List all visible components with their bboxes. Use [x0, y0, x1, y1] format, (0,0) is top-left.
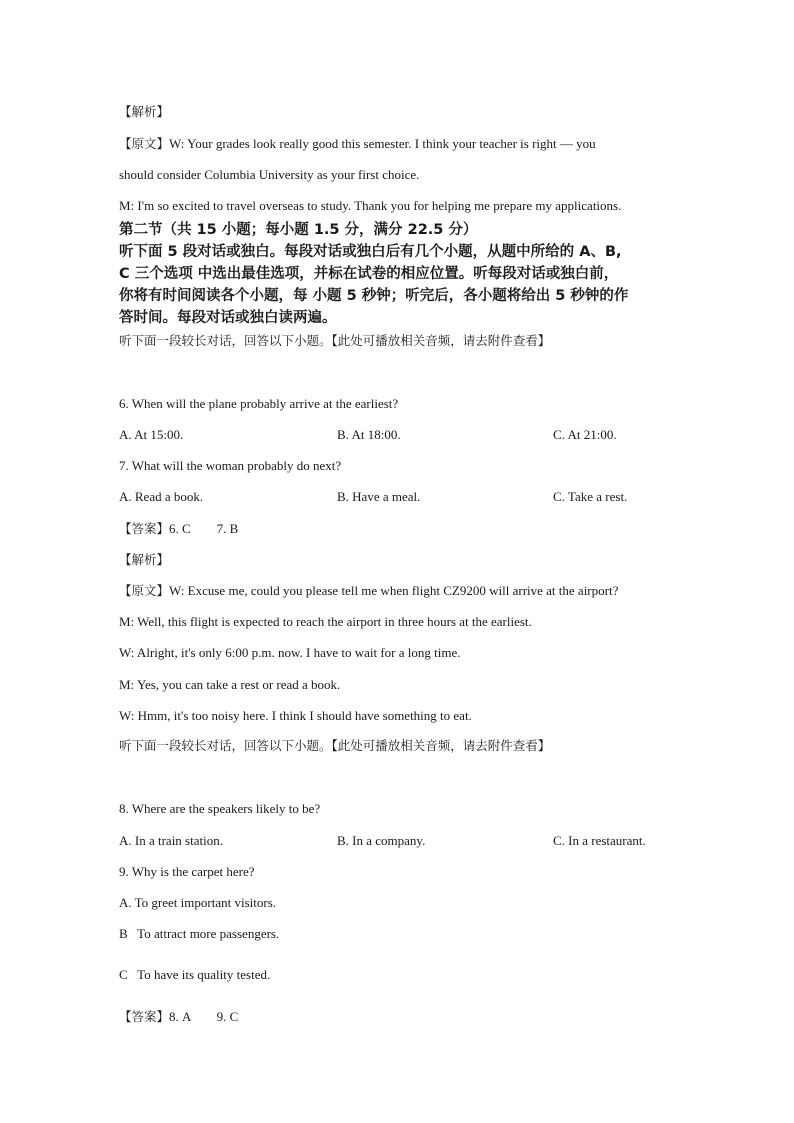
option-c: C. Take a rest.: [553, 489, 628, 504]
question-6-options: [119, 427, 679, 443]
question-7-options: [119, 489, 679, 505]
question-7: 7. What will the woman probably do next?: [119, 458, 342, 473]
question-6: 6. When will the plane probably arrive at the earliest?: [119, 396, 399, 411]
transcript-line: W: Alright, it's only 6:00 p.m. now. I have to wait for a long time.: [119, 645, 461, 660]
option-b: B. In a company.: [337, 833, 426, 848]
answer-text: 8. A 9. C: [169, 1009, 239, 1024]
option-b: B. At 18:00.: [337, 427, 401, 442]
answer-line: [119, 521, 238, 537]
transcript-line: should consider Columbia University as your first choice.: [119, 167, 420, 182]
option-b: B To attract more passengers.: [119, 926, 280, 941]
question-9: 9. Why is the carpet here?: [119, 864, 255, 879]
option-a: A. At 15:00.: [119, 427, 184, 442]
section-heading-text: 你将有时间阅读各个小题，每 小题 5 秒钟；听完后，各小题将给出 5 秒钟的作: [119, 288, 629, 304]
section-heading-text: 听下面 5 段对话或独白。每段对话或独白后有几个小题，从题中所给的 A、B,: [119, 244, 622, 260]
option-a: A. Read a book.: [119, 489, 204, 504]
answer-label: 【答案】: [119, 1009, 170, 1024]
option-a: A. To greet important visitors.: [119, 895, 276, 910]
option-a: A. In a train station.: [119, 833, 223, 848]
transcript-line: [119, 136, 674, 152]
section-heading-text: C 三个选项 中选出最佳选项，并标在试卷的相应位置。听每段对话或独白前，: [119, 266, 619, 282]
option-c: C. At 21:00.: [553, 427, 617, 442]
transcript-line: M: Well, this flight is expected to reach the airport in three hours at the earliest.: [119, 614, 532, 629]
option-c: C. In a restaurant.: [553, 833, 646, 848]
analysis-label: 【解析】: [119, 104, 170, 119]
section-heading-title: 第二节（共 15 小题；每小题 1.5 分，满分 22.5 分）: [119, 222, 478, 238]
answer-text: 6. C 7. B: [169, 521, 239, 536]
transcript-line: M: Yes, you can take a rest or read a book.: [119, 677, 341, 692]
transcript-line: 【原文】W: Excuse me, could you please tell me when flight CZ9200 will arrive at the airport?: [119, 583, 619, 598]
question-8: 8. Where are the speakers likely to be?: [119, 801, 321, 816]
transcript-prefix: 【原文】W: Your grades look really good this semester. I think your teacher is right — you: [119, 136, 596, 151]
option-c: C To have its quality tested.: [119, 967, 271, 982]
analysis-label: 【解析】: [119, 552, 170, 567]
listen-instruction: 听下面一段较长对话，回答以下小题。【此处可播放相关音频，请去附件查看】: [119, 333, 551, 348]
answer-line: [119, 1009, 238, 1025]
listen-instruction: 听下面一段较长对话，回答以下小题。【此处可播放相关音频，请去附件查看】: [119, 738, 551, 753]
transcript-line: M: I'm so excited to travel overseas to study. Thank you for helping me prepare my applications.: [119, 198, 622, 213]
option-b: B. Have a meal.: [337, 489, 421, 504]
transcript-prefix: 【原文】: [119, 583, 170, 598]
transcript-line: W: Hmm, it's too noisy here. I think I should have something to eat.: [119, 708, 472, 723]
answer-label: 【答案】: [119, 521, 170, 536]
section-heading-text: 答时间。每段对话或独白读两遍。: [119, 310, 337, 326]
question-8-options: [119, 833, 679, 849]
